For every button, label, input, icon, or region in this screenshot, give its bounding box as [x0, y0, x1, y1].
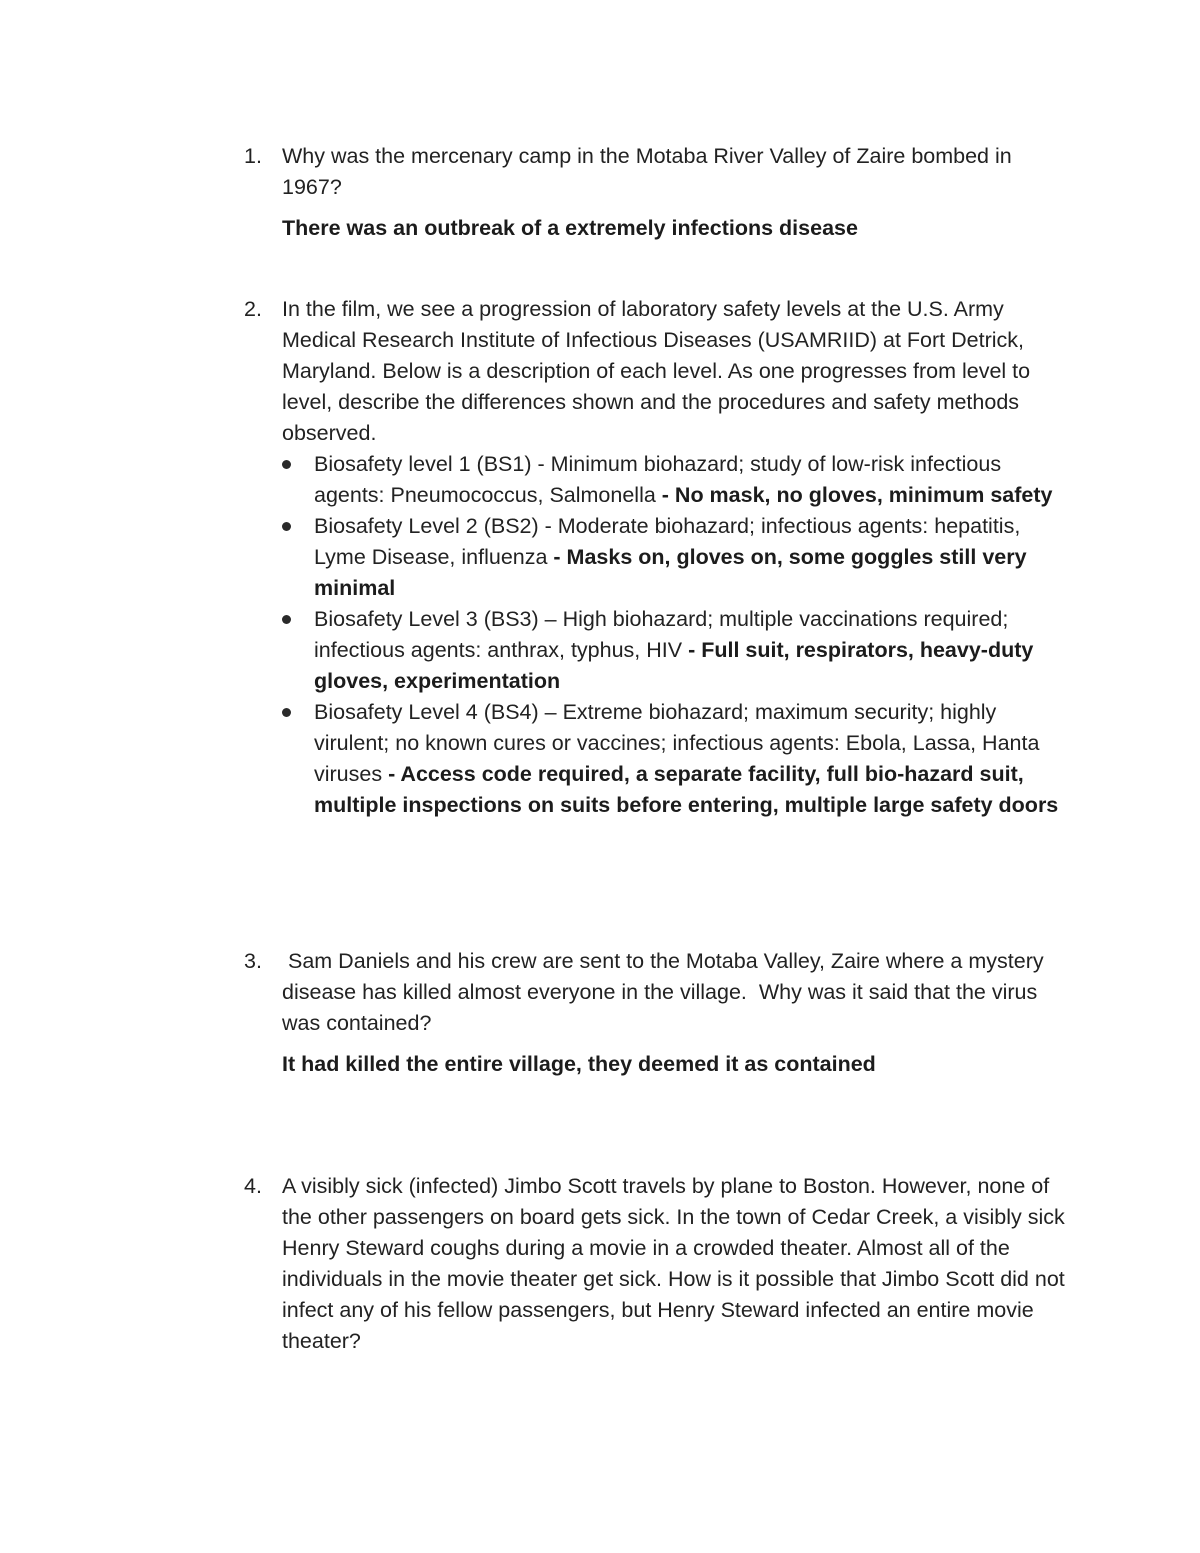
level-answer: - Masks on, gloves on, some goggles still very minimal — [314, 545, 1027, 600]
level-description: Biosafety Level 2 (BS2) - Moderate biohazard; infectious agents: hepatitis, Lyme Disease, influenza — [314, 514, 1021, 569]
question-number: 1. — [244, 144, 262, 168]
level-answer: - Access code required, a separate facility, full bio-hazard suit, multiple inspections on suits before entering, multiple large safety doors — [314, 762, 1059, 817]
list-item — [244, 697, 1074, 821]
level-description: Biosafety Level 3 (BS3) – High biohazard; multiple vaccinations required; infectious agents: anthrax, typhus, HIV — [314, 607, 1009, 662]
biosafety-level-list — [244, 449, 1074, 821]
question-2 — [244, 294, 1074, 821]
bullet-icon — [282, 522, 291, 531]
answer-text: It had killed the entire village, they deemed it as contained — [282, 1052, 876, 1076]
bullet-icon — [282, 615, 291, 624]
bullet-icon — [282, 708, 291, 717]
question-text: Why was the mercenary camp in the Motaba River Valley of Zaire bombed in 1967? — [282, 144, 1012, 199]
question-1 — [244, 141, 1074, 244]
list-item — [244, 449, 1074, 511]
question-number: 4. — [244, 1174, 262, 1198]
level-answer: - No mask, no gloves, minimum safety — [661, 483, 1053, 507]
question-number: 3. — [244, 949, 262, 973]
level-description: Biosafety level 1 (BS1) - Minimum biohazard; study of low-risk infectious agents: Pneumococcus, Salmonella — [314, 452, 1002, 507]
level-answer: - Full suit, respirators, heavy-duty gloves, experimentation — [314, 638, 1034, 693]
answer-text: There was an outbreak of a extremely infections disease — [282, 216, 858, 240]
question-text: Sam Daniels and his crew are sent to the Motaba Valley, Zaire where a mystery disease has killed almost everyone in the village. Why was it said that the virus was contained? — [282, 949, 1050, 1035]
question-3 — [244, 946, 1074, 1080]
list-item — [244, 604, 1074, 697]
question-text: In the film, we see a progression of laboratory safety levels at the U.S. Army Medical Research Institute of Infectious Diseases (USAMRIID) at Fort Detrick, Maryland. Below is a description of each level. As one progresses from level to level, describe the differences shown and the procedures and safety methods observed. — [282, 297, 1031, 445]
question-text: A visibly sick (infected) Jimbo Scott travels by plane to Boston. However, none of the other passengers on board gets sick. In the town of Cedar Creek, a visibly sick Henry Steward coughs during a movie in a crowded theater. Almost all of the individuals in the movie theater get sick. How is it possible that Jimbo Scott did not infect any of his fellow passengers, but Henry Steward infected an entire movie theater? — [282, 1174, 1065, 1353]
level-description: Biosafety Level 4 (BS4) – Extreme biohazard; maximum security; highly virulent; no known cures or vaccines; infectious agents: Ebola, Lassa, Hanta viruses — [314, 700, 1040, 786]
list-item — [244, 511, 1074, 604]
question-number: 2. — [244, 297, 262, 321]
bullet-icon — [282, 460, 291, 469]
question-4 — [244, 1171, 1074, 1357]
